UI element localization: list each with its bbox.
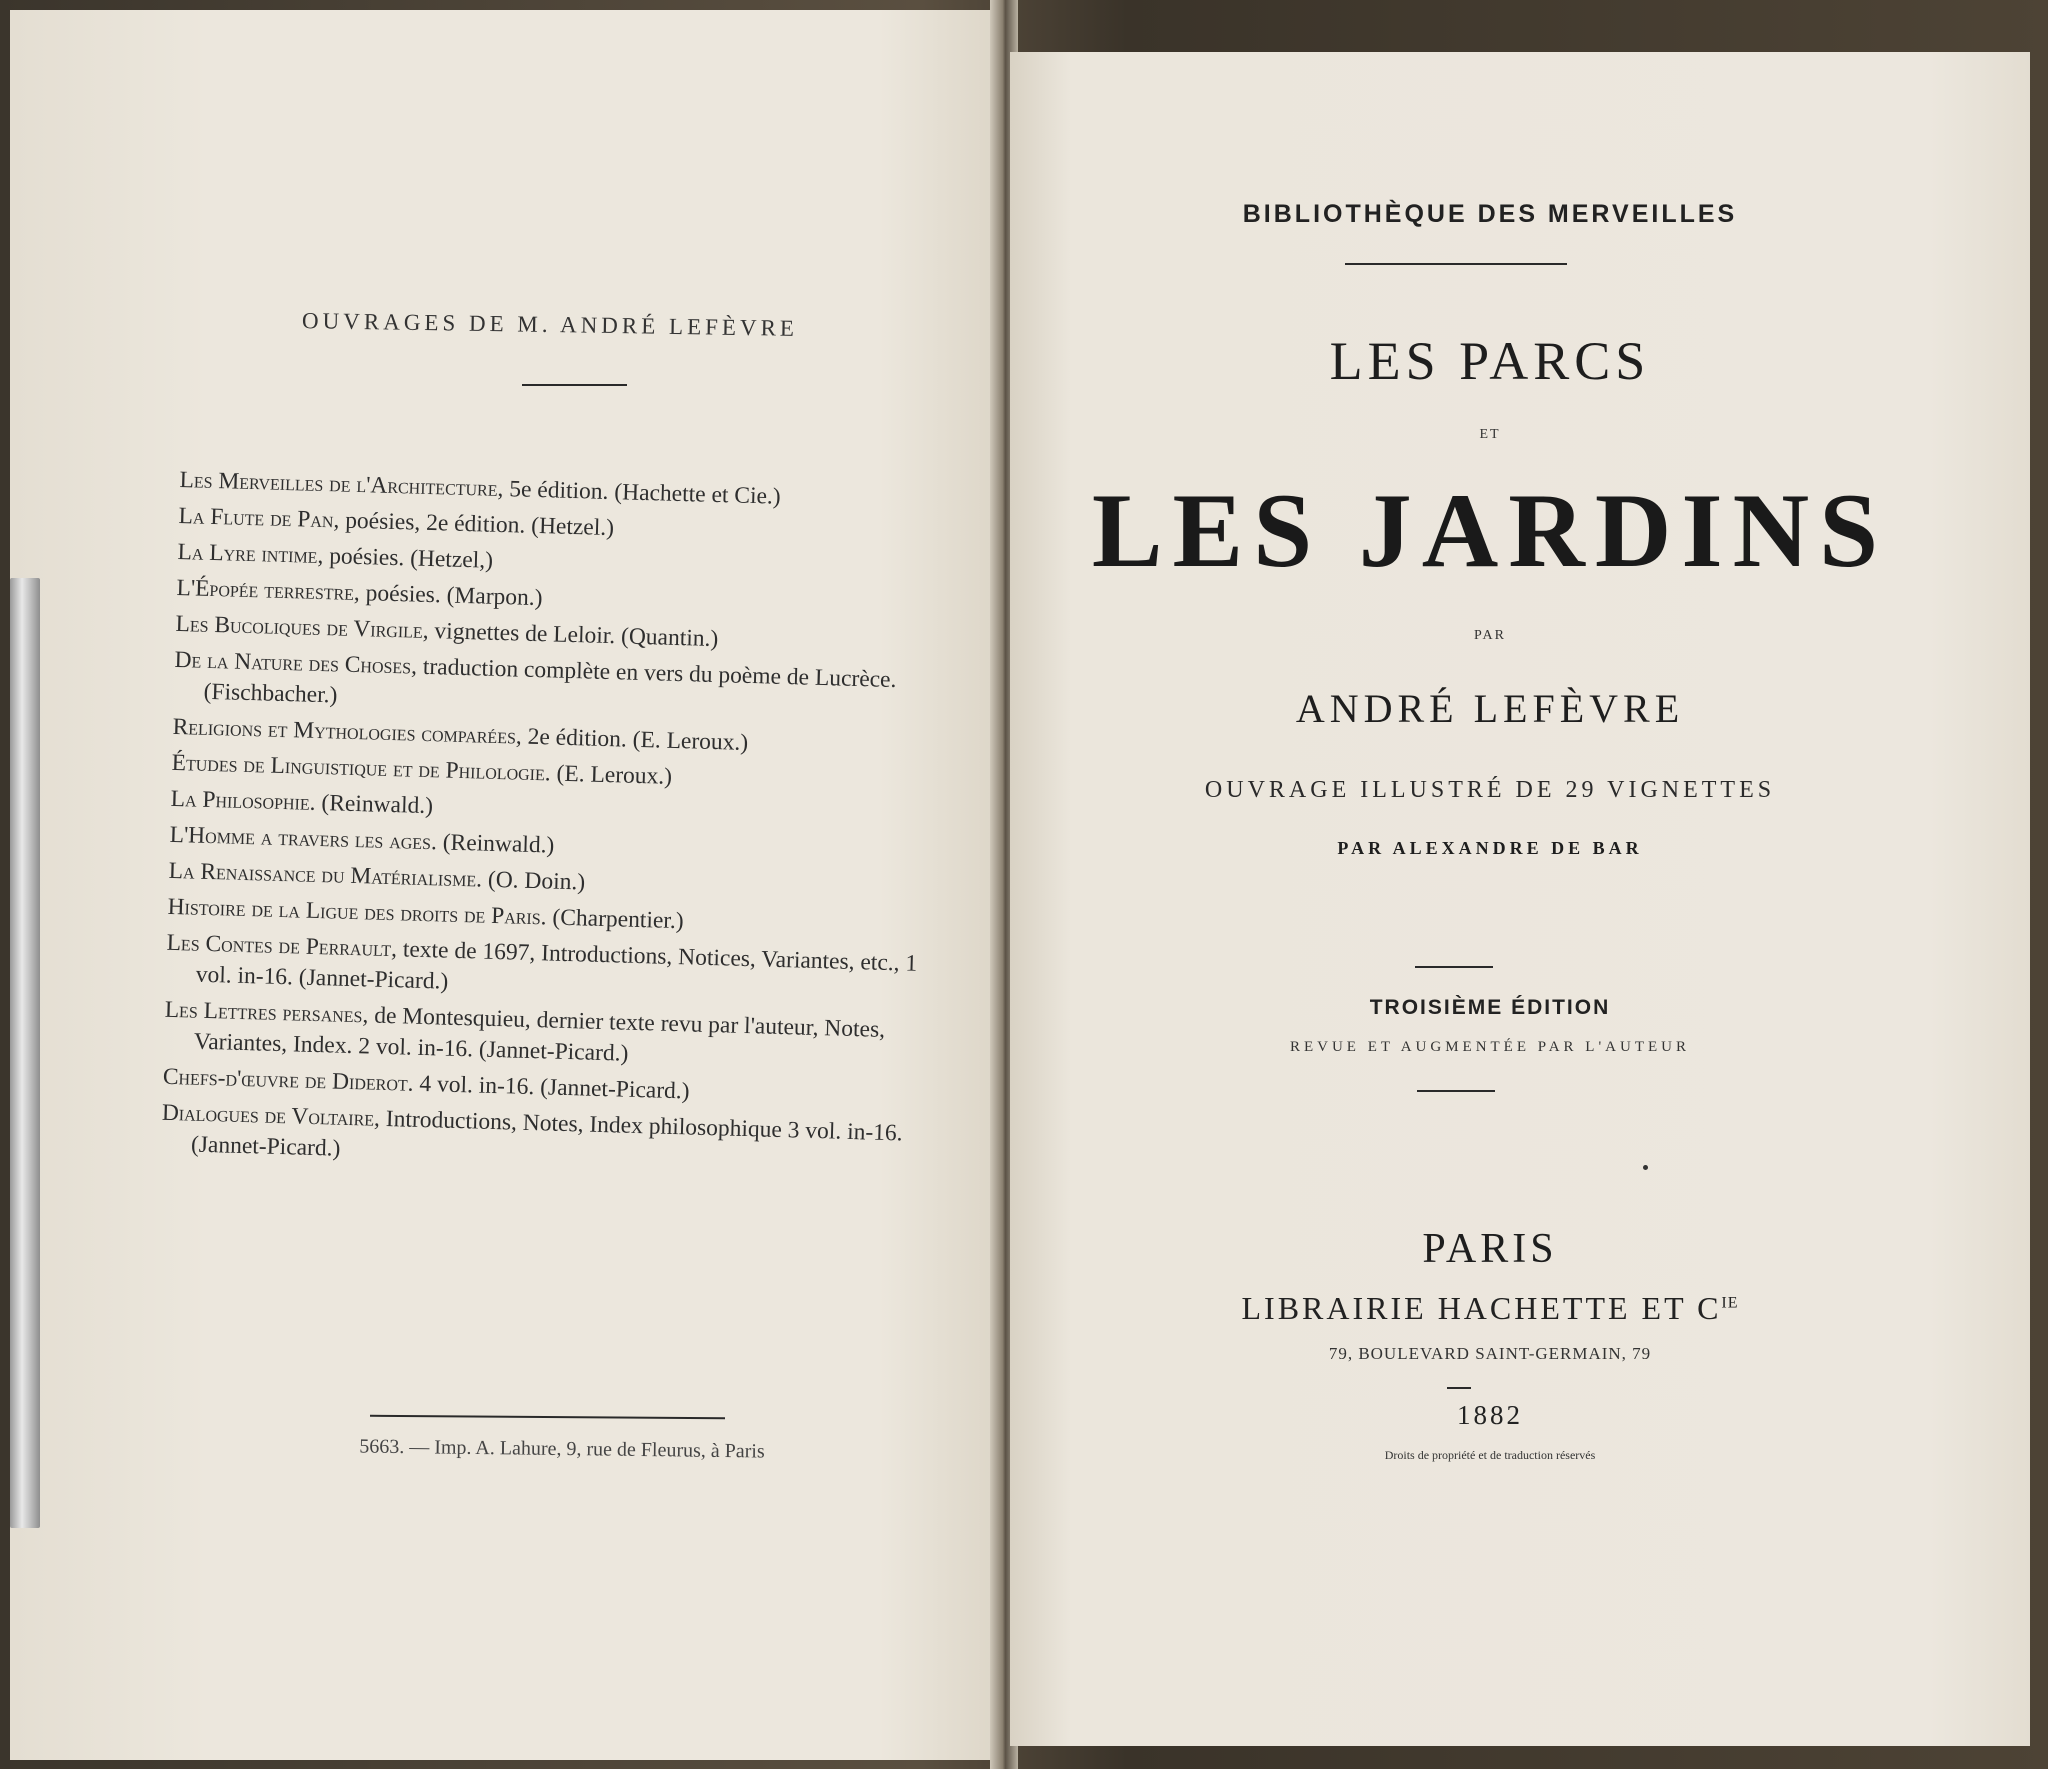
list-item: Les Contes de Perrault, texte de 1697, Introductions, Notices, Variantes, etc., 1 vol. in-16. (Jannet-Picard.) xyxy=(166,929,918,995)
list-item: Les Bucoliques de Virgile, vignettes de Leloir. (Quantin.) xyxy=(175,610,719,653)
list-item: La Renaissance du Matérialisme. (O. Doin.) xyxy=(168,857,586,896)
list-item: Les Lettres persanes, de Montesquieu, dernier texte revu par l'auteur, Notes, Variantes, Index. 2 vol. in-16. (Jannet-Picard.) xyxy=(164,996,886,1067)
publisher-name: LIBRAIRIE HACHETTE ET $C^{IE}$ xyxy=(1241,1290,1739,1326)
by-label: PAR xyxy=(1474,628,1506,643)
works-list xyxy=(160,465,939,1186)
ornament-dot xyxy=(1643,1165,1648,1170)
list-item: Les Merveilles de l'Architecture, 5e édition. (Hachette et Cie.) xyxy=(179,466,782,510)
printer-imprint: 5663. — Imp. A. Lahure, 9, rue de Fleurus, à Paris xyxy=(359,1435,765,1463)
address-rule xyxy=(1447,1387,1471,1389)
list-item: Études de Linguistique et de Philologie. (E. Leroux.) xyxy=(171,749,673,790)
list-item: La Lyre intime, poésies. (Hetzel,) xyxy=(177,538,494,574)
title-conjunction: ET xyxy=(1479,427,1501,442)
list-item: L'Épopée terrestre, poésies. (Marpon.) xyxy=(176,574,543,612)
publication-year: 1882 xyxy=(1457,1400,1523,1430)
edition-label: TROISIÈME ÉDITION xyxy=(1369,996,1611,1019)
list-item: Histoire de la Ligue des droits de Paris. (Charpentier.) xyxy=(167,893,684,935)
bookmark-strip xyxy=(10,578,40,1528)
heading-rule xyxy=(522,384,627,386)
edition-rule-top xyxy=(1415,966,1493,968)
rights-notice: Droits de propriété et de traduction réservés xyxy=(1384,1448,1596,1462)
publication-city: PARIS xyxy=(1422,1226,1558,1272)
list-item: La Flute de Pan, poésies, 2e édition. (Hetzel.) xyxy=(178,502,615,542)
edition-rule-bottom xyxy=(1417,1090,1495,1092)
author-name: ANDRÉ LEFÈVRE xyxy=(1295,686,1685,731)
list-item: La Philosophie. (Reinwald.) xyxy=(170,785,434,820)
illustrator-name: PAR ALEXANDRE DE BAR xyxy=(1337,838,1643,858)
illustration-note: OUVRAGE ILLUSTRÉ DE 29 VIGNETTES xyxy=(1204,777,1776,803)
list-item: De la Nature des Choses, traduction complète en vers du poème de Lucrèce. (Fischbacher.) xyxy=(174,646,897,709)
list-item: Chefs-d'œuvre de Diderot. 4 vol. in-16. (Jannet-Picard.) xyxy=(162,1063,690,1105)
right-page xyxy=(1010,52,2030,1746)
title-line-2: LES JARDINS xyxy=(1091,472,1889,589)
list-item: Religions et Mythologies comparées, 2e édition. (E. Leroux.) xyxy=(172,713,749,756)
publisher-address: 79, BOULEVARD SAINT-GERMAIN, 79 xyxy=(1328,1344,1652,1363)
list-item: Dialogues de Voltaire, Introductions, Notes, Index philosophique 3 vol. in-16. (Jannet-Picard.) xyxy=(161,1099,903,1162)
works-heading: OUVRAGES DE M. ANDRÉ LEFÈVRE xyxy=(301,308,799,341)
series-rule xyxy=(1345,263,1567,265)
series-title: BIBLIOTHÈQUE DES MERVEILLES xyxy=(1242,200,1738,228)
title-line-1: LES PARCS xyxy=(1329,331,1651,391)
list-item: L'Homme a travers les ages. (Reinwald.) xyxy=(169,821,555,859)
revision-note: REVUE ET AUGMENTÉE PAR L'AUTEUR xyxy=(1289,1039,1691,1055)
